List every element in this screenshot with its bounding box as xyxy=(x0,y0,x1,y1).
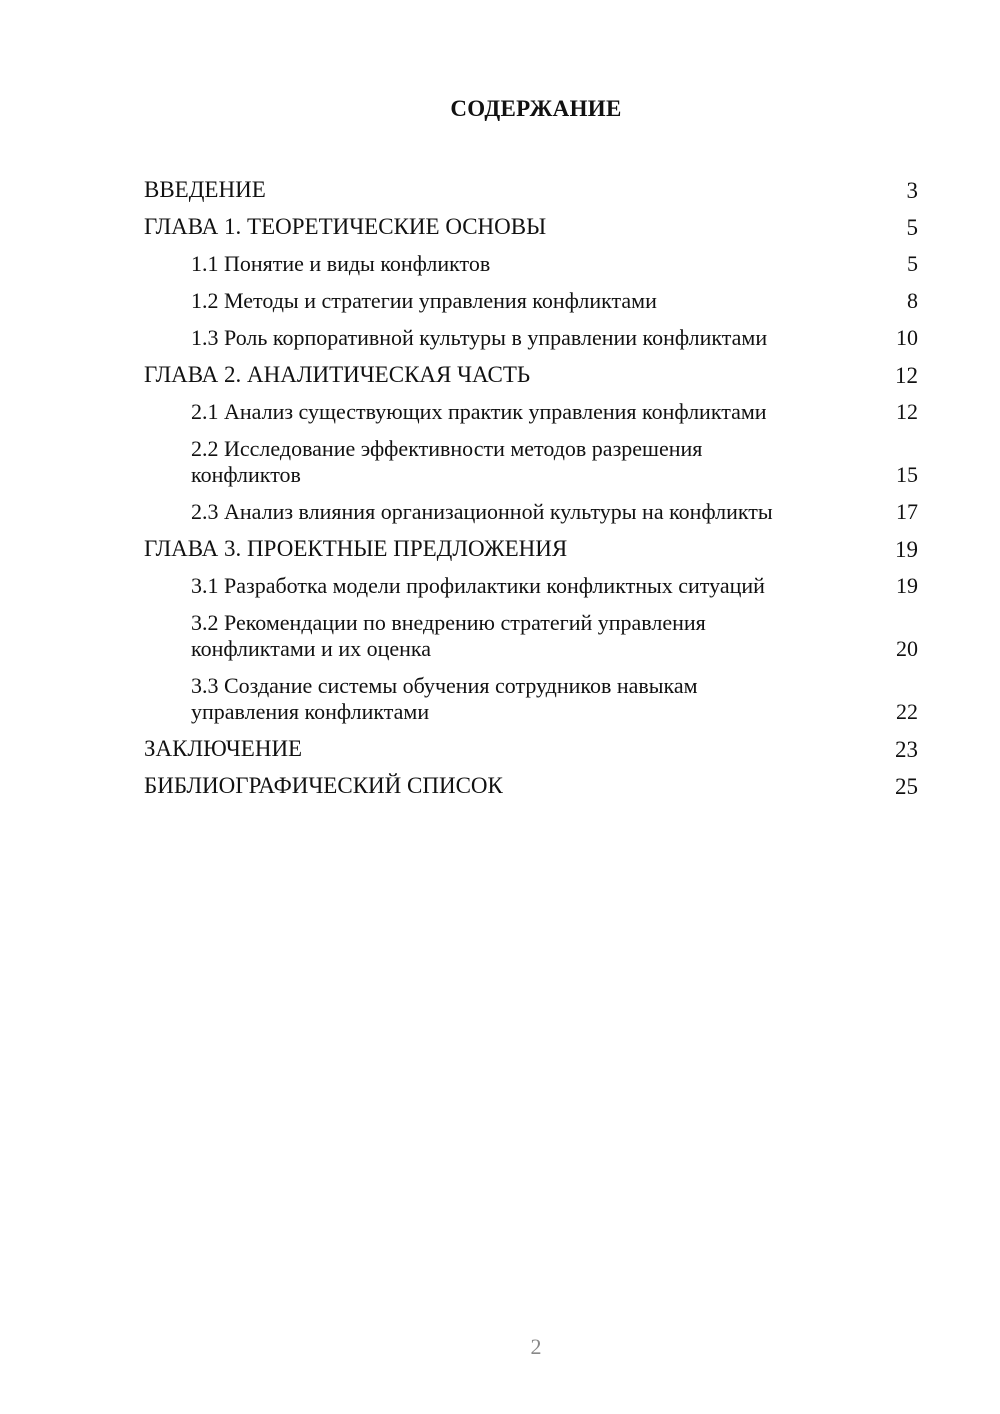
toc-entry-page: 19 xyxy=(895,537,918,562)
toc-entry-text: ВВЕДЕНИЕ xyxy=(144,177,266,202)
page-number: 2 xyxy=(530,1334,542,1359)
toc-entry-section-2-2 xyxy=(144,429,918,492)
toc-entry-page: 5 xyxy=(907,251,918,276)
toc-entry-text: 3.3 Создание системы обучения сотрудников навыкам управления конфликтами xyxy=(191,673,698,724)
toc-entry-bibliography xyxy=(144,766,918,803)
toc-entry-text: ГЛАВА 1. ТЕОРЕТИЧЕСКИЕ ОСНОВЫ xyxy=(144,214,547,239)
toc-entry-section-3-2 xyxy=(144,603,918,666)
toc-entry-text: 3.1 Разработка модели профилактики конфликтных ситуаций xyxy=(191,573,765,598)
table-of-contents xyxy=(144,170,918,803)
toc-entry-page: 15 xyxy=(896,462,918,487)
toc-title: СОДЕРЖАНИЕ xyxy=(450,96,622,121)
toc-entry-text: ГЛАВА 2. АНАЛИТИЧЕСКАЯ ЧАСТЬ xyxy=(144,362,531,387)
toc-entry-page: 5 xyxy=(906,215,918,240)
toc-entry-page: 19 xyxy=(896,573,918,598)
toc-entry-chapter-1 xyxy=(144,207,918,244)
toc-entry-page: 12 xyxy=(895,363,918,388)
toc-entry-section-1-1 xyxy=(144,244,918,281)
toc-entry-section-1-2 xyxy=(144,281,918,318)
toc-entry-text: БИБЛИОГРАФИЧЕСКИЙ СПИСОК xyxy=(144,773,503,798)
toc-entry-chapter-2 xyxy=(144,355,918,392)
toc-entry-page: 25 xyxy=(895,774,918,799)
toc-entry-page: 8 xyxy=(907,288,918,313)
toc-entry-text: 3.2 Рекомендации по внедрению стратегий управления конфликтами и их оценка xyxy=(191,610,706,661)
toc-entry-introduction xyxy=(144,170,918,207)
toc-entry-text: 2.1 Анализ существующих практик управления конфликтами xyxy=(191,399,767,424)
toc-entry-page: 3 xyxy=(906,178,918,203)
toc-entry-page: 22 xyxy=(896,699,918,724)
toc-entry-page: 20 xyxy=(896,636,918,661)
toc-entry-text: ЗАКЛЮЧЕНИЕ xyxy=(144,736,303,761)
toc-entry-section-3-1 xyxy=(144,566,918,603)
toc-entry-text: 2.2 Исследование эффективности методов разрешения конфликтов xyxy=(191,436,703,487)
toc-entry-page: 10 xyxy=(896,325,918,350)
toc-entry-page: 17 xyxy=(896,499,918,524)
toc-entry-section-2-3 xyxy=(144,492,918,529)
toc-entry-text: 1.2 Методы и стратегии управления конфликтами xyxy=(191,288,657,313)
toc-entry-chapter-3 xyxy=(144,529,918,566)
toc-entry-page: 23 xyxy=(895,737,918,762)
toc-entry-section-2-1 xyxy=(144,392,918,429)
toc-entry-text: 2.3 Анализ влияния организационной культуры на конфликты xyxy=(191,499,773,524)
toc-entry-section-1-3 xyxy=(144,318,918,355)
toc-entry-section-3-3 xyxy=(144,666,918,729)
toc-entry-text: 1.3 Роль корпоративной культуры в управлении конфликтами xyxy=(191,325,768,350)
toc-entry-text: 1.1 Понятие и виды конфликтов xyxy=(191,251,491,276)
toc-entry-page: 12 xyxy=(896,399,918,424)
toc-entry-text: ГЛАВА 3. ПРОЕКТНЫЕ ПРЕДЛОЖЕНИЯ xyxy=(144,536,568,561)
toc-entry-conclusion xyxy=(144,729,918,766)
